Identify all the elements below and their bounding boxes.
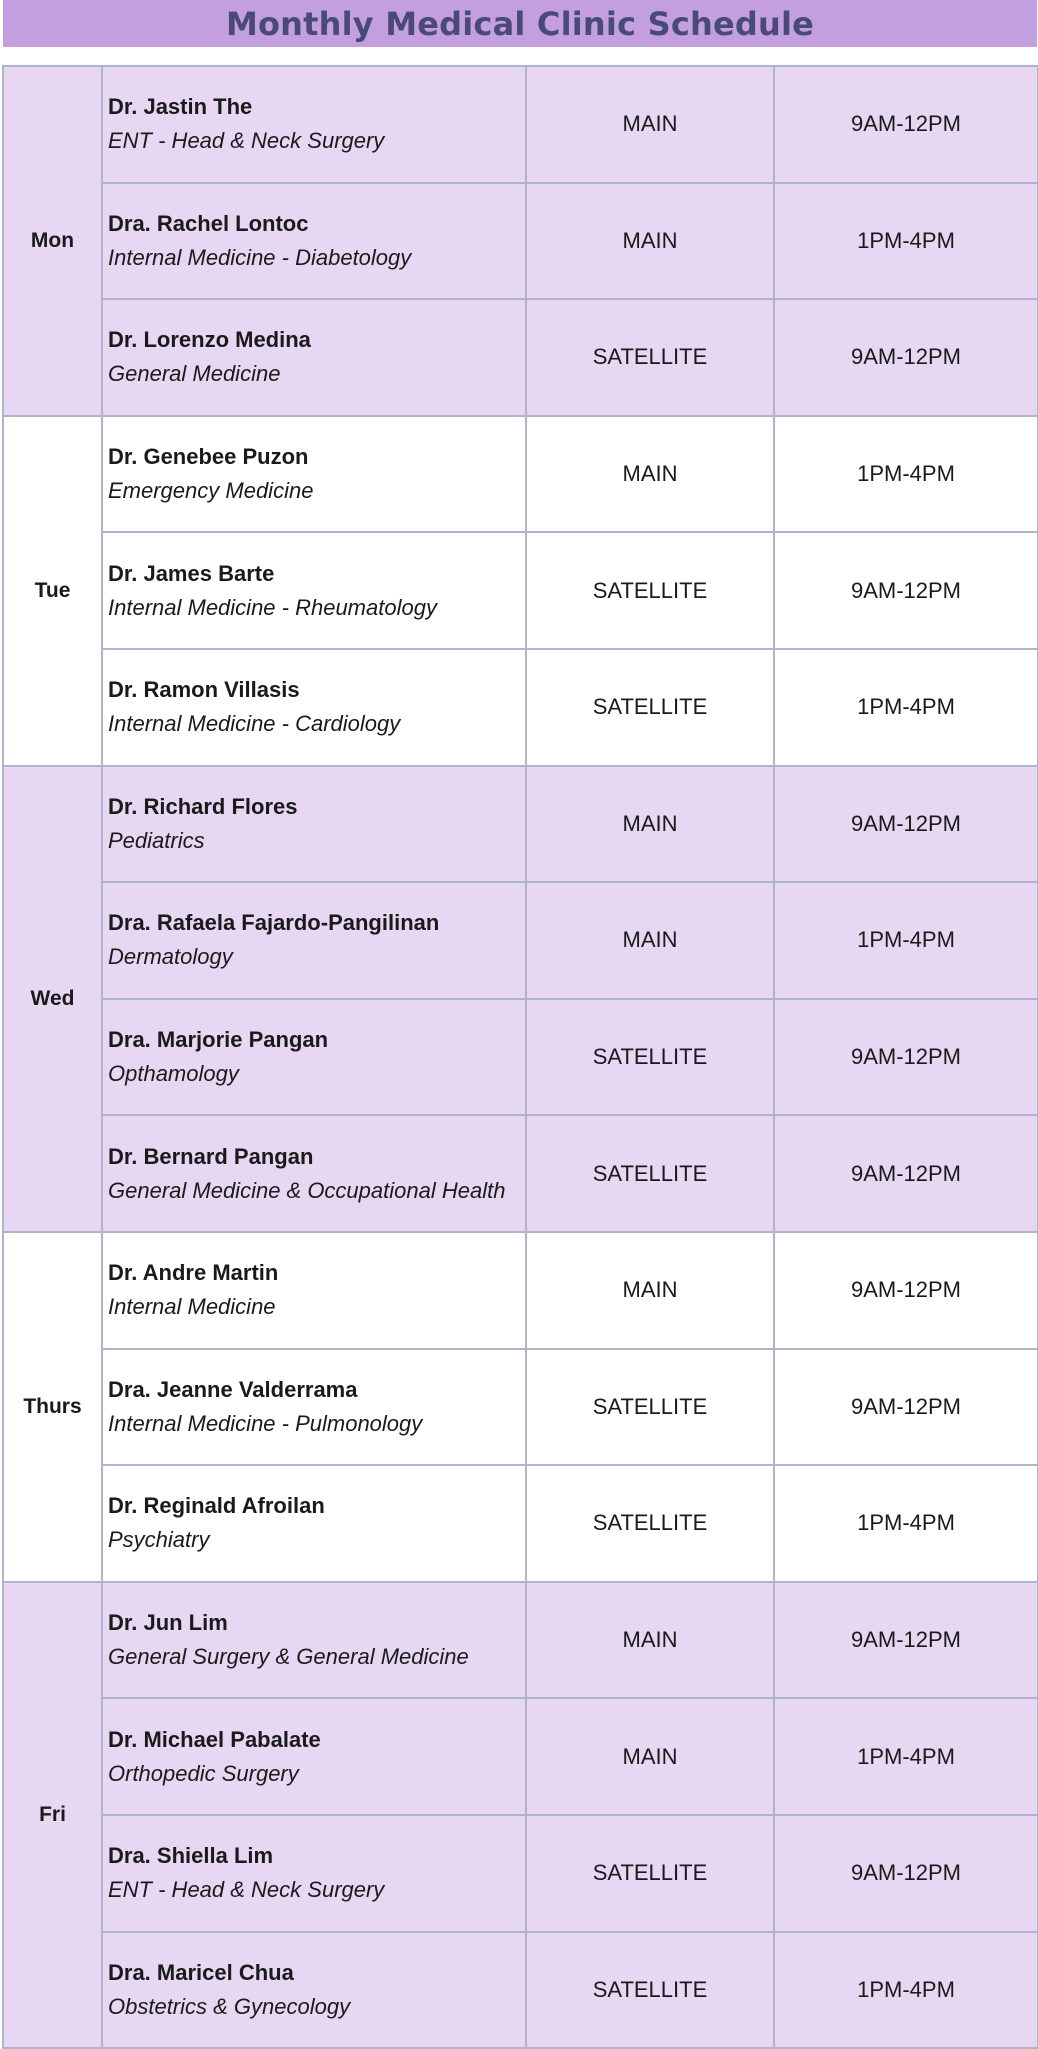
time-cell: 9AM-12PM: [774, 1232, 1038, 1349]
location-cell: MAIN: [526, 882, 774, 999]
doctor-specialty: General Medicine & Occupational Health: [108, 1177, 506, 1203]
location-cell: SATELLITE: [526, 1465, 774, 1582]
doctor-cell: [102, 1698, 526, 1815]
location-cell: SATELLITE: [526, 649, 774, 766]
time-cell: 1PM-4PM: [774, 882, 1038, 999]
time-cell: 9AM-12PM: [774, 66, 1038, 183]
table-row: [3, 766, 1038, 883]
doctor-specialty: Internal Medicine - Diabetology: [108, 244, 412, 270]
table-row: [3, 532, 1038, 649]
location-cell: MAIN: [526, 1582, 774, 1699]
table-row: [3, 1582, 1038, 1699]
table-row: [3, 1349, 1038, 1466]
location-cell: MAIN: [526, 1698, 774, 1815]
time-cell: 9AM-12PM: [774, 299, 1038, 416]
doctor-cell: [102, 532, 526, 649]
location-cell: SATELLITE: [526, 1815, 774, 1932]
doctor-cell: [102, 1932, 526, 2049]
location-cell: SATELLITE: [526, 1115, 774, 1232]
time-cell: 9AM-12PM: [774, 1349, 1038, 1466]
doctor-cell: [102, 1465, 526, 1582]
table-row: [3, 299, 1038, 416]
doctor-cell: [102, 183, 526, 300]
doctor-specialty: Obstetrics & Gynecology: [108, 1993, 351, 2019]
time-cell: 9AM-12PM: [774, 766, 1038, 883]
doctor-specialty: Orthopedic Surgery: [108, 1760, 299, 1786]
schedule-table-body: [3, 66, 1038, 2048]
doctor-name: Dr. James Barte: [108, 560, 275, 586]
doctor-name: Dra. Maricel Chua: [108, 1959, 294, 1985]
doctor-name: Dra. Rafaela Fajardo-Pangilinan: [108, 910, 440, 936]
doctor-cell: [102, 766, 526, 883]
doctor-name: Dr. Michael Pabalate: [108, 1726, 321, 1752]
day-cell: Tue: [3, 416, 102, 766]
doctor-specialty: Internal Medicine - Cardiology: [108, 711, 401, 737]
doctor-specialty: Opthamology: [108, 1061, 239, 1087]
doctor-name: Dr. Jun Lim: [108, 1610, 228, 1636]
time-cell: 9AM-12PM: [774, 1582, 1038, 1699]
table-row: [3, 1698, 1038, 1815]
location-cell: MAIN: [526, 66, 774, 183]
doctor-name: Dr. Jastin The: [108, 94, 253, 120]
doctor-cell: [102, 1815, 526, 1932]
table-row: [3, 1815, 1038, 1932]
doctor-specialty: ENT - Head & Neck Surgery: [108, 1877, 385, 1903]
location-cell: SATELLITE: [526, 1932, 774, 2049]
day-cell: Thurs: [3, 1232, 102, 1582]
doctor-cell: [102, 649, 526, 766]
doctor-specialty: Internal Medicine: [108, 1294, 276, 1320]
table-row: [3, 1932, 1038, 2049]
doctor-name: Dra. Marjorie Pangan: [108, 1027, 329, 1053]
location-cell: MAIN: [526, 416, 774, 533]
doctor-cell: [102, 1582, 526, 1699]
doctor-cell: [102, 66, 526, 183]
location-cell: SATELLITE: [526, 299, 774, 416]
doctor-cell: [102, 1232, 526, 1349]
doctor-cell: [102, 1115, 526, 1232]
doctor-name: Dr. Bernard Pangan: [108, 1143, 314, 1169]
location-cell: MAIN: [526, 183, 774, 300]
time-cell: 9AM-12PM: [774, 1815, 1038, 1932]
schedule-table: [2, 65, 1038, 2049]
doctor-specialty: General Surgery & General Medicine: [108, 1644, 469, 1670]
doctor-name: Dr. Andre Martin: [108, 1260, 279, 1286]
title-bar: [3, 0, 1037, 47]
table-row: [3, 1115, 1038, 1232]
doctor-cell: [102, 999, 526, 1116]
page-title: Monthly Medical Clinic Schedule: [225, 4, 815, 43]
time-cell: 9AM-12PM: [774, 999, 1038, 1116]
table-row: [3, 999, 1038, 1116]
day-cell: Mon: [3, 66, 102, 416]
doctor-specialty: Internal Medicine - Rheumatology: [108, 594, 437, 620]
doctor-specialty: ENT - Head & Neck Surgery: [108, 128, 385, 154]
location-cell: MAIN: [526, 1232, 774, 1349]
doctor-specialty: Pediatrics: [108, 827, 205, 853]
doctor-name: Dr. Ramon Villasis: [108, 677, 300, 703]
table-row: [3, 66, 1038, 183]
doctor-name: Dr. Richard Flores: [108, 793, 298, 819]
doctor-name: Dr. Reginald Afroilan: [108, 1493, 325, 1519]
doctor-specialty: Internal Medicine - Pulmonology: [108, 1410, 423, 1436]
table-row: [3, 882, 1038, 999]
doctor-cell: [102, 416, 526, 533]
doctor-cell: [102, 299, 526, 416]
doctor-name: Dra. Jeanne Valderrama: [108, 1376, 358, 1402]
table-row: [3, 1232, 1038, 1349]
time-cell: 9AM-12PM: [774, 1115, 1038, 1232]
doctor-specialty: Emergency Medicine: [108, 478, 314, 504]
time-cell: 1PM-4PM: [774, 1698, 1038, 1815]
table-row: [3, 416, 1038, 533]
time-cell: 1PM-4PM: [774, 1932, 1038, 2049]
doctor-name: Dr. Lorenzo Medina: [108, 327, 311, 353]
doctor-cell: [102, 1349, 526, 1466]
table-row: [3, 649, 1038, 766]
doctor-cell: [102, 882, 526, 999]
time-cell: 1PM-4PM: [774, 416, 1038, 533]
doctor-specialty: General Medicine: [108, 361, 281, 387]
time-cell: 1PM-4PM: [774, 183, 1038, 300]
table-row: [3, 183, 1038, 300]
doctor-specialty: Dermatology: [108, 944, 233, 970]
time-cell: 1PM-4PM: [774, 1465, 1038, 1582]
time-cell: 1PM-4PM: [774, 649, 1038, 766]
table-row: [3, 1465, 1038, 1582]
doctor-name: Dra. Rachel Lontoc: [108, 210, 309, 236]
location-cell: SATELLITE: [526, 1349, 774, 1466]
doctor-specialty: Psychiatry: [108, 1527, 210, 1553]
day-cell: Wed: [3, 766, 102, 1232]
doctor-name: Dra. Shiella Lim: [108, 1843, 274, 1869]
location-cell: SATELLITE: [526, 999, 774, 1116]
doctor-name: Dr. Genebee Puzon: [108, 444, 309, 470]
day-cell: Fri: [3, 1582, 102, 2048]
location-cell: SATELLITE: [526, 532, 774, 649]
location-cell: MAIN: [526, 766, 774, 883]
time-cell: 9AM-12PM: [774, 532, 1038, 649]
